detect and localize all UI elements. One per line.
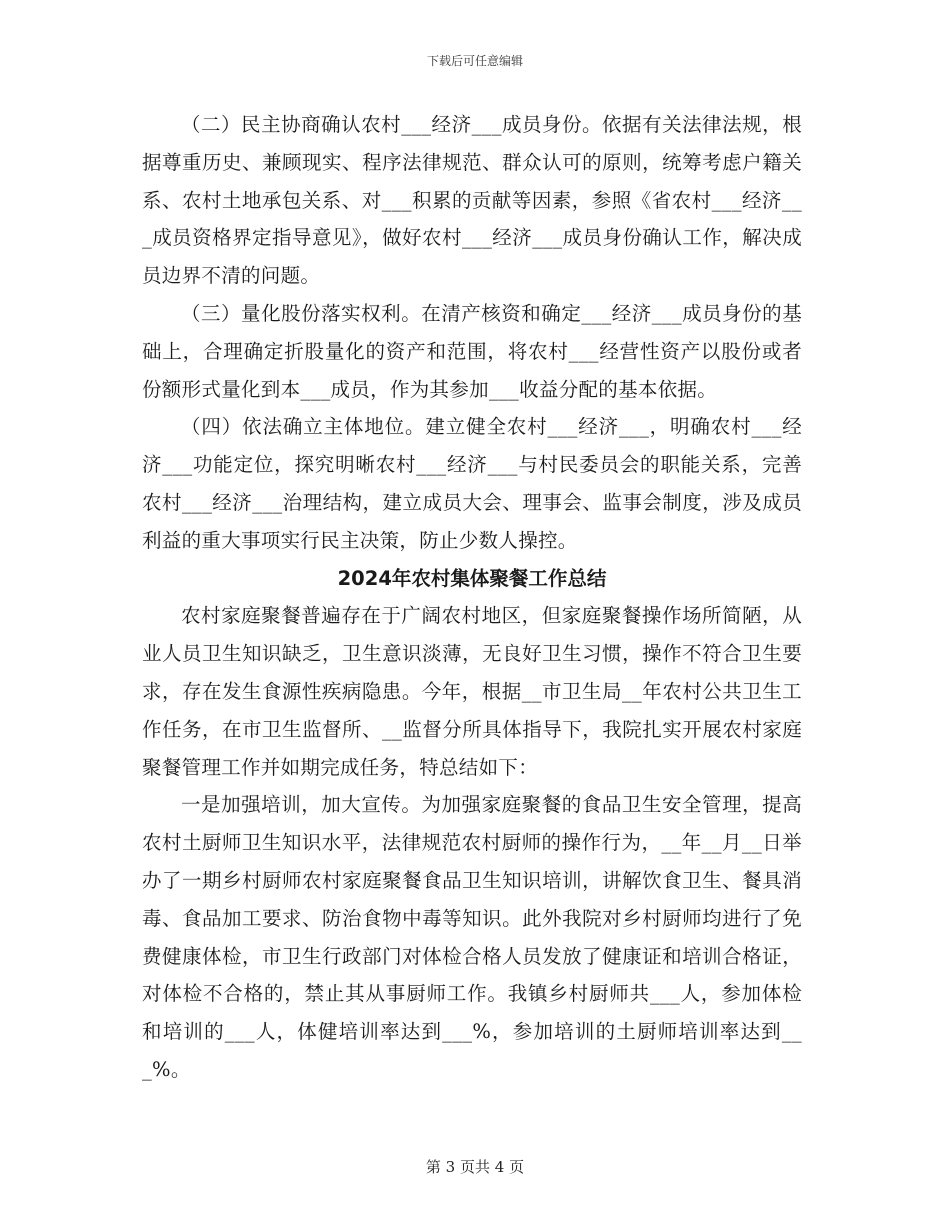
document-body — [142, 106, 802, 1089]
paragraph-section-2: （二）民主协商确认农村___经济___成员身份。依据有关法律法规，根据尊重历史、兼顾现实、程序法律规范、群众认可的原则，统筹考虑户籍关系、农村土地承包关系、对___积累的贡献等因素，参照《省农村___经济___成员资格界定指导意见》，做好农村___经济___成员身份确认工作，解决成员边界不清的问题。 — [142, 113, 802, 288]
section-title: 2024年农村集体聚餐工作总结 — [337, 566, 607, 590]
paragraph-intro: 农村家庭聚餐普遍存在于广阔农村地区，但家庭聚餐操作场所简陋，从业人员卫生知识缺乏，卫生意识淡薄，无良好卫生习惯，操作不符合卫生要求，存在发生食源性疾病隐患。今年，根据__市卫生局__年农村公共卫生工作任务，在市卫生监督所、__监督分所具体指导下，我院扎实开展农村家庭聚餐管理工作并如期完成任务，特总结如下： — [142, 604, 802, 779]
paragraph-section-3: （三）量化股份落实权利。在清产核资和确定___经济___成员身份的基础上，合理确定折股量化的资产和范围，将农村___经营性资产以股份或者份额形式量化到本___成员，作为其参加___收益分配的基本依据。 — [142, 301, 802, 401]
paragraph-section-4: （四）依法确立主体地位。建立健全农村___经济___，明确农村___经济___功能定位，探究明晰农村___经济___与村民委员会的职能关系，完善农村___经济___治理结构，建立成员大会、理事会、监事会制度，涉及成员利益的重大事项实行民主决策，防止少数人操控。 — [142, 415, 802, 552]
paragraph-training: 一是加强培训，加大宣传。为加强家庭聚餐的食品卫生安全管理，提高农村土厨师卫生知识水平，法律规范农村厨师的操作行为，__年__月__日举办了一期乡村厨师农村家庭聚餐食品卫生知识培训，讲解饮食卫生、餐具消毒、食品加工要求、防治食物中毒等知识。此外我院对乡村厨师均进行了免费健康体检，市卫生行政部门对体检合格人员发放了健康证和培训合格证，对体检不合格的，禁止其从事厨师工作。我镇乡村厨师共___人，参加体检和培训的___人，体健培训率达到___%，参加培训的土厨师培训率达到___%。 — [142, 793, 802, 1081]
page-footer: 第 3 页共 4 页 — [425, 1158, 525, 1176]
page-header: 下载后可任意编辑 — [426, 54, 523, 68]
